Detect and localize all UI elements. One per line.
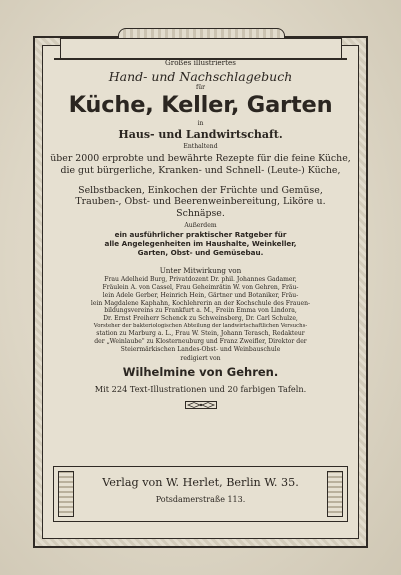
publisher-block <box>72 477 329 505</box>
ratgeber-line-1: ein ausführlicher praktischer Ratgeber für <box>114 229 287 239</box>
subtitle-line-2: Hand- und Nachschlagebuch <box>108 69 293 84</box>
contributor-line: Vorsteher der bakteriologischen Abteilung der landwirtschaftlichen Versuchs- <box>93 323 308 330</box>
contributor-line: der „Weinlaube" zu Klosterneuburg und Franz Zweifler, Direktor der <box>94 338 307 346</box>
subtitle-line-3: für <box>195 84 206 92</box>
publisher-address: Potsdamerstraße 113. <box>155 494 246 504</box>
contributor-line: bildungsvereins zu Frankfurt a. M., Freiin Emma von Lindora, <box>104 307 297 315</box>
subtitle-line-4: in <box>197 119 204 127</box>
contributor-line: Dr. Ernst Freiherr Schenck zu Schweinsberg, Dr. Carl Schulze, <box>103 315 298 323</box>
ausserdem-label: Außerdem <box>184 221 217 229</box>
contributor-line: Fräulein A. von Cassel, Frau Geheimrätin W. von Gehren, Fräu- <box>102 283 299 291</box>
ratgeber-line-3: Garten, Obst- und Gemüsebau. <box>137 247 264 257</box>
subtitle-line-1: Großes illustriertes <box>165 58 236 67</box>
illustrations-line: Mit 224 Text-Illustrationen und 20 farbigen Tafeln. <box>94 384 307 395</box>
contributor-line: Steiermärkischen Landes-Obst- und Weinbauschule <box>120 346 281 354</box>
ratgeber-line-2: alle Angelegenheiten im Haushalte, Weinkeller, <box>104 238 297 248</box>
right-ornament-panel <box>327 471 343 517</box>
redigiert-label: redigiert von <box>180 355 221 363</box>
subtitle-line-5: Haus- und Landwirtschaft. <box>118 127 283 141</box>
topics-line-1: Selbstbacken, Einkochen der Früchte und Gemüse, <box>78 184 323 196</box>
publisher-box <box>53 466 348 522</box>
contributor-line: lein Magdalene Kaphahn, Kochlehrerin an der Kochschule des Frauen- <box>90 299 311 307</box>
recipes-line-1: über 2000 erprobte und bewährte Rezepte für die feine Küche, <box>50 153 351 165</box>
top-inner-panel <box>60 38 342 59</box>
main-title: Küche, Keller, Garten <box>68 92 333 119</box>
contributors-heading: Unter Mitwirkung von <box>159 265 242 275</box>
contributor-line: lein Adele Gerber, Heinrich Hein, Gärtner und Botaniker, Fräu- <box>102 291 299 299</box>
divider-ornament-icon <box>185 401 217 409</box>
contributor-line: station zu Marburg a. L., Frau W. Stein, Johann Terasch, Redakteur <box>96 330 305 338</box>
enthaltend-label: Enthaltend <box>183 143 218 151</box>
publisher-name: Verlag von W. Herlet, Berlin W. 35. <box>102 476 299 489</box>
contributor-line: Frau Adelheid Burg, Privatdozent Dr. phil. Johannes Gadamer, <box>104 275 297 283</box>
editor-name: Wilhelmine von Gehren. <box>122 364 279 379</box>
contributors-list <box>50 276 351 354</box>
recipes-line-2: die gut bürgerliche, Kranken- und Schnell- (Leute-) Küche, <box>60 164 341 176</box>
title-page-text <box>50 58 351 413</box>
topics-line-2: Trauben-, Obst- und Beerenweinbereitung, Liköre u. Schnäpse. <box>75 196 326 220</box>
